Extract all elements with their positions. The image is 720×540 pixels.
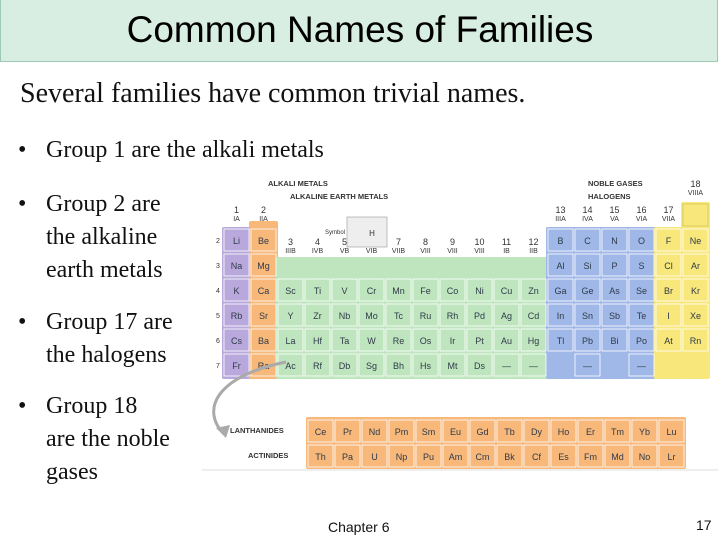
- bullet-marker: •: [18, 309, 27, 335]
- element-symbol: Ce: [314, 427, 327, 437]
- element-symbol: Es: [558, 452, 569, 462]
- element-symbol: Br: [664, 286, 673, 296]
- element-symbol: Ni: [475, 286, 484, 296]
- element-symbol: Yb: [638, 427, 651, 437]
- element-symbol: Se: [635, 286, 648, 296]
- element-symbol: Mg: [257, 261, 270, 271]
- element-symbol: Np: [395, 452, 408, 462]
- symbol-key-box: [347, 217, 387, 247]
- group-roman-numeral: IIIA: [555, 216, 566, 223]
- element-symbol: Mt: [447, 361, 458, 371]
- group-roman-numeral: IIA: [259, 216, 268, 223]
- element-symbol: Pm: [394, 427, 409, 437]
- element-symbol: F: [665, 236, 672, 246]
- bullet-text: Group 18 are the noble gases: [46, 393, 170, 485]
- element-symbol: Lr: [667, 452, 676, 462]
- element-symbol: Ge: [581, 286, 594, 296]
- bullet-text: Group 17 are the halogens: [46, 309, 173, 368]
- element-symbol: At: [664, 336, 673, 346]
- element-symbol: Be: [257, 236, 270, 246]
- element-symbol: U: [371, 452, 378, 462]
- element-symbol: Bh: [392, 361, 405, 371]
- element-symbol: —: [529, 361, 538, 371]
- element-symbol: Cm: [475, 452, 490, 462]
- element-symbol: Os: [419, 336, 432, 346]
- periodic-table-image: [202, 172, 718, 472]
- element-symbol: N: [611, 236, 618, 246]
- element-symbol: No: [638, 452, 651, 462]
- label-actinides: ACTINIDES: [248, 451, 289, 460]
- element-symbol: Li: [232, 236, 241, 246]
- element-symbol: Mo: [365, 311, 378, 321]
- element-symbol: Ag: [500, 311, 513, 321]
- element-symbol: Nd: [368, 427, 381, 437]
- group-roman-numeral: VA: [610, 216, 619, 223]
- element-symbol: Pa: [341, 452, 354, 462]
- label-alkaline-earth-metals: ALKALINE EARTH METALS: [290, 192, 389, 201]
- label-lanthanides: LANTHANIDES: [230, 426, 284, 435]
- element-symbol: Fm: [584, 452, 597, 462]
- group-number: 10: [474, 237, 485, 247]
- element-symbol: Fr: [232, 361, 241, 371]
- element-symbol: Ir: [449, 336, 456, 346]
- group-roman-numeral: IVB: [311, 248, 324, 255]
- group-number: 3: [287, 237, 294, 247]
- group-number: 11: [501, 237, 512, 247]
- element-symbol: C: [584, 236, 591, 246]
- element-symbol: S: [638, 261, 645, 271]
- element-symbol: Kr: [691, 286, 700, 296]
- group-roman-numeral: VIB: [365, 248, 378, 255]
- element-symbol: P: [611, 261, 618, 271]
- element-symbol: Db: [338, 361, 351, 371]
- group-number: 1: [233, 205, 240, 215]
- element-symbol: Ra: [257, 361, 270, 371]
- element-symbol: Er: [586, 427, 595, 437]
- element-symbol: Bi: [610, 336, 619, 346]
- element-symbol: Na: [230, 261, 243, 271]
- element-symbol: Tl: [556, 336, 565, 346]
- element-symbol: Rn: [689, 336, 702, 346]
- group-roman-numeral: VIIA: [661, 216, 676, 223]
- element-symbol: Ca: [257, 286, 270, 296]
- element-cell: [683, 204, 708, 226]
- element-symbol: Gd: [476, 427, 489, 437]
- period-number: 7: [216, 363, 220, 370]
- element-symbol: Am: [448, 452, 463, 462]
- element-symbol: Ba: [257, 336, 270, 346]
- group-roman-numeral: VIIB: [391, 248, 406, 255]
- element-symbol: W: [367, 336, 376, 346]
- element-symbol: In: [556, 311, 565, 321]
- element-symbol: As: [609, 286, 620, 296]
- element-symbol: —: [502, 361, 511, 371]
- element-symbol: Sb: [608, 311, 621, 321]
- element-symbol: Ta: [339, 336, 350, 346]
- group-number: 13: [555, 205, 566, 215]
- element-symbol: Ru: [419, 311, 432, 321]
- element-symbol: B: [557, 236, 564, 246]
- group-roman-numeral: IIIB: [285, 248, 296, 255]
- element-symbol: Eu: [449, 427, 462, 437]
- element-symbol: Nb: [338, 311, 351, 321]
- element-symbol: —: [637, 361, 646, 371]
- group-roman-numeral: VIA: [635, 216, 648, 223]
- period-number: 5: [216, 313, 220, 320]
- group-number: 17: [663, 205, 674, 215]
- element-symbol: Y: [287, 311, 294, 321]
- group-roman-numeral: VB: [339, 248, 350, 255]
- group-number: 4: [314, 237, 321, 247]
- group-number: 12: [528, 237, 539, 247]
- element-symbol: Tm: [611, 427, 624, 437]
- element-symbol: Pd: [473, 311, 486, 321]
- element-symbol: Cs: [231, 336, 242, 346]
- group-roman-numeral: IA: [233, 216, 240, 223]
- group-number: 18: [690, 179, 701, 189]
- symbol-key-label: Symbol: [324, 230, 346, 236]
- element-symbol: Si: [583, 261, 592, 271]
- element-symbol: Sn: [581, 311, 594, 321]
- group-number: 15: [609, 205, 620, 215]
- element-symbol: Zr: [313, 311, 322, 321]
- element-symbol: Hg: [527, 336, 540, 346]
- period-number: 3: [216, 263, 220, 270]
- element-symbol: Th: [315, 452, 326, 462]
- element-symbol: Pb: [581, 336, 594, 346]
- element-symbol: Sm: [421, 427, 436, 437]
- group-number: 14: [582, 205, 593, 215]
- bullet-text: Group 2 are the alkaline earth metals: [46, 191, 163, 283]
- group-roman-numeral: VIII: [474, 248, 485, 255]
- element-symbol: V: [341, 286, 348, 296]
- slide-title: Common Names of Families: [126, 9, 594, 50]
- group-roman-numeral: IVA: [582, 216, 593, 223]
- element-symbol: Cr: [366, 286, 377, 296]
- element-symbol: Po: [635, 336, 648, 346]
- element-symbol: Hf: [313, 336, 322, 346]
- element-symbol: Ho: [557, 427, 570, 437]
- element-symbol: Al: [556, 261, 565, 271]
- period-number: 4: [216, 288, 220, 295]
- bullet-marker: •: [18, 191, 27, 217]
- group-number: 2: [260, 205, 267, 215]
- group-roman-numeral: IIB: [529, 248, 538, 255]
- group-number: 5: [341, 237, 348, 247]
- element-symbol: Dy: [531, 427, 542, 437]
- element-symbol: Tc: [394, 311, 403, 321]
- group-number: 7: [395, 237, 402, 247]
- element-symbol: Ac: [285, 361, 296, 371]
- element-symbol: Ga: [554, 286, 567, 296]
- bullet-text: Group 1 are the alkali metals: [46, 137, 324, 163]
- element-symbol: Bk: [504, 452, 515, 462]
- element-symbol: Mn: [392, 286, 405, 296]
- bullet-marker: •: [18, 393, 27, 419]
- element-symbol: Pu: [422, 452, 435, 462]
- page-number: 17: [696, 517, 712, 533]
- group-roman-numeral: VIII: [420, 248, 431, 255]
- period-number: 2: [216, 238, 220, 245]
- element-symbol: Sr: [259, 311, 268, 321]
- footer-chapter: Chapter 6: [328, 519, 390, 535]
- element-symbol: Lu: [666, 427, 677, 437]
- label-alkali-metals: ALKALI METALS: [268, 179, 328, 188]
- group-number: 9: [449, 237, 456, 247]
- element-symbol: Pt: [475, 336, 484, 346]
- element-symbol: Sg: [365, 361, 378, 371]
- group-number: 8: [422, 237, 429, 247]
- element-symbol: Rf: [313, 361, 322, 371]
- label-halogens: HALOGENS: [588, 192, 631, 201]
- group-number: 16: [636, 205, 647, 215]
- element-symbol: Md: [611, 452, 624, 462]
- element-symbol: —: [583, 361, 592, 371]
- element-symbol: Cu: [500, 286, 513, 296]
- element-symbol: Co: [446, 286, 459, 296]
- element-symbol: Tb: [504, 427, 515, 437]
- element-symbol: Rb: [230, 311, 243, 321]
- element-symbol: Zn: [528, 286, 539, 296]
- element-symbol: La: [285, 336, 296, 346]
- group-roman-numeral: IB: [503, 248, 510, 255]
- period-number: 6: [216, 338, 220, 345]
- element-symbol: Hs: [420, 361, 431, 371]
- element-symbol: Cf: [532, 452, 541, 462]
- group-roman-numeral: VIIIA: [687, 190, 704, 197]
- element-symbol: I: [667, 311, 670, 321]
- element-symbol: Sc: [285, 286, 296, 296]
- intro-text: Several families have common trivial names.: [20, 78, 526, 109]
- group-roman-numeral: VIII: [447, 248, 458, 255]
- element-symbol: Te: [636, 311, 647, 321]
- element-symbol: Re: [392, 336, 405, 346]
- element-symbol: Ar: [691, 261, 700, 271]
- element-symbol: Fe: [420, 286, 431, 296]
- element-symbol: Ne: [689, 236, 702, 246]
- element-symbol: Rh: [446, 311, 459, 321]
- element-symbol: Ds: [474, 361, 485, 371]
- element-symbol: K: [233, 286, 240, 296]
- element-symbol: Pr: [343, 427, 352, 437]
- element-symbol: Cl: [664, 261, 673, 271]
- symbol-example: H: [369, 229, 375, 238]
- element-symbol: Cd: [527, 311, 540, 321]
- element-symbol: Ti: [313, 286, 322, 296]
- bullet-marker: •: [18, 137, 27, 163]
- element-symbol: Xe: [689, 311, 702, 321]
- label-noble-gases: NOBLE GASES: [588, 179, 643, 188]
- element-symbol: O: [637, 236, 646, 246]
- element-symbol: Au: [500, 336, 513, 346]
